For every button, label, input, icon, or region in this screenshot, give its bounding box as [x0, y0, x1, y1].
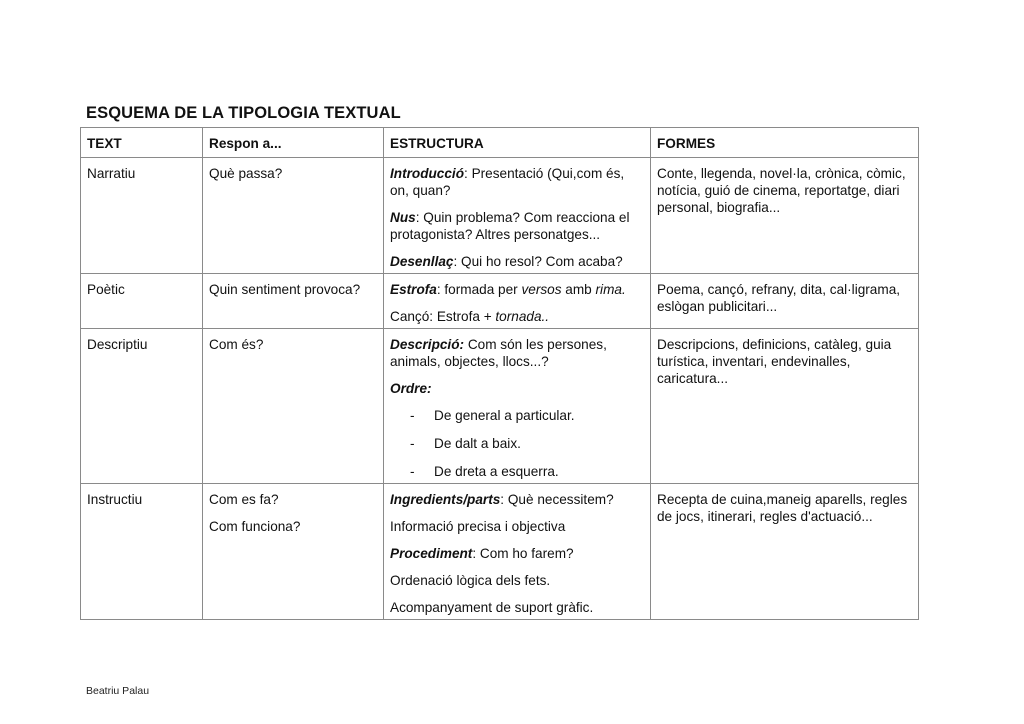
- estructura-lead: Ingredients/parts: [390, 492, 501, 507]
- estructura-instructiu: [384, 484, 651, 620]
- respon-descriptiu: [203, 329, 384, 484]
- estructura-item: [390, 491, 644, 508]
- respon-narratiu: [203, 158, 384, 274]
- estructura-italic: versos: [521, 282, 562, 297]
- estructura-text: : formada per: [436, 282, 522, 297]
- estructura-item: [390, 253, 644, 270]
- type-descriptiu: Descriptiu: [81, 329, 203, 484]
- estructura-item: [390, 281, 644, 298]
- row-poetic: [81, 274, 919, 329]
- estructura-lead: Nus: [390, 210, 416, 225]
- estructura-text: : Qui ho resol? Com acaba?: [453, 254, 623, 269]
- estructura-poetic: [384, 274, 651, 329]
- estructura-text: : Com ho farem?: [472, 546, 574, 561]
- order-item: [410, 463, 644, 480]
- estructura-lead: Estrofa: [390, 282, 437, 297]
- estructura-lead: Introducció: [390, 166, 465, 181]
- estructura-lead: Desenllaç: [390, 254, 454, 269]
- order-list: [390, 407, 644, 480]
- order-item: [410, 407, 644, 424]
- header-formes: FORMES: [651, 128, 919, 158]
- footer-author: Beatriu Palau: [86, 685, 150, 697]
- estructura-descriptiu: [384, 329, 651, 484]
- type-instructiu: Instructiu: [81, 484, 203, 620]
- estructura-italic: tornada..: [495, 309, 550, 324]
- dash-bullet: -: [410, 464, 415, 479]
- estructura-item: [390, 336, 644, 370]
- typology-table: [80, 127, 919, 620]
- estructura-item: Acompanyament de suport gràfic.: [390, 600, 594, 615]
- dash-bullet: -: [410, 408, 415, 423]
- estructura-item: [390, 209, 644, 243]
- respon-line: Quin sentiment provoca?: [209, 282, 361, 297]
- order-item-text: De general a particular.: [434, 408, 575, 423]
- respon-line: Què passa?: [209, 166, 283, 181]
- header-respon: Respon a...: [203, 128, 384, 158]
- estructura-narratiu: [384, 158, 651, 274]
- respon-line: Com funciona?: [209, 519, 301, 534]
- respon-line: Com es fa?: [209, 492, 279, 507]
- row-instructiu: [81, 484, 919, 620]
- type-narratiu: Narratiu: [81, 158, 203, 274]
- row-descriptiu: [81, 329, 919, 484]
- page-title: ESQUEMA DE LA TIPOLOGIA TEXTUAL: [86, 104, 401, 122]
- estructura-text: Com són les persones, animals, objectes, llocs...?: [390, 337, 607, 369]
- order-item-text: De dalt a baix.: [434, 436, 521, 451]
- order-item: [410, 435, 644, 452]
- estructura-text: Cançó: Estrofa +: [390, 309, 496, 324]
- estructura-item: [390, 545, 644, 562]
- respon-line: Com és?: [209, 337, 264, 352]
- estructura-item: [390, 165, 644, 199]
- formes-descriptiu: Descripcions, definicions, catàleg, guia turística, inventari, endevinalles, caricatura...: [651, 329, 919, 484]
- estructura-text: : Presentació (Qui,com és, on, quan?: [390, 166, 625, 198]
- header-row: [81, 128, 919, 158]
- respon-poetic: [203, 274, 384, 329]
- formes-narratiu: Conte, llegenda, novel·la, crònica, còmic, notícia, guió de cinema, reportatge, diari personal, biografia...: [651, 158, 919, 274]
- estructura-item: Ordenació lògica dels fets.: [390, 573, 551, 588]
- estructura-item: [390, 308, 644, 325]
- estructura-text: : Quin problema? Com reacciona el protagonista? Altres personatges...: [390, 210, 630, 242]
- estructura-italic: rima.: [595, 282, 626, 297]
- estructura-text: : Què necessitem?: [500, 492, 614, 507]
- header-estructura: ESTRUCTURA: [384, 128, 651, 158]
- estructura-lead: Procediment: [390, 546, 473, 561]
- type-poetic: Poètic: [81, 274, 203, 329]
- header-text: TEXT: [81, 128, 203, 158]
- dash-bullet: -: [410, 436, 415, 451]
- row-narratiu: [81, 158, 919, 274]
- order-item-text: De dreta a esquerra.: [434, 464, 559, 479]
- formes-poetic: Poema, cançó, refrany, dita, cal·ligrama, eslògan publicitari...: [651, 274, 919, 329]
- respon-instructiu: [203, 484, 384, 620]
- estructura-item: Informació precisa i objectiva: [390, 519, 566, 534]
- estructura-lead: Descripció:: [390, 337, 465, 352]
- order-label: Ordre:: [390, 381, 432, 396]
- estructura-text: amb: [561, 282, 596, 297]
- formes-instructiu: Recepta de cuina,maneig aparells, regles de jocs, itinerari, regles d'actuació...: [651, 484, 919, 620]
